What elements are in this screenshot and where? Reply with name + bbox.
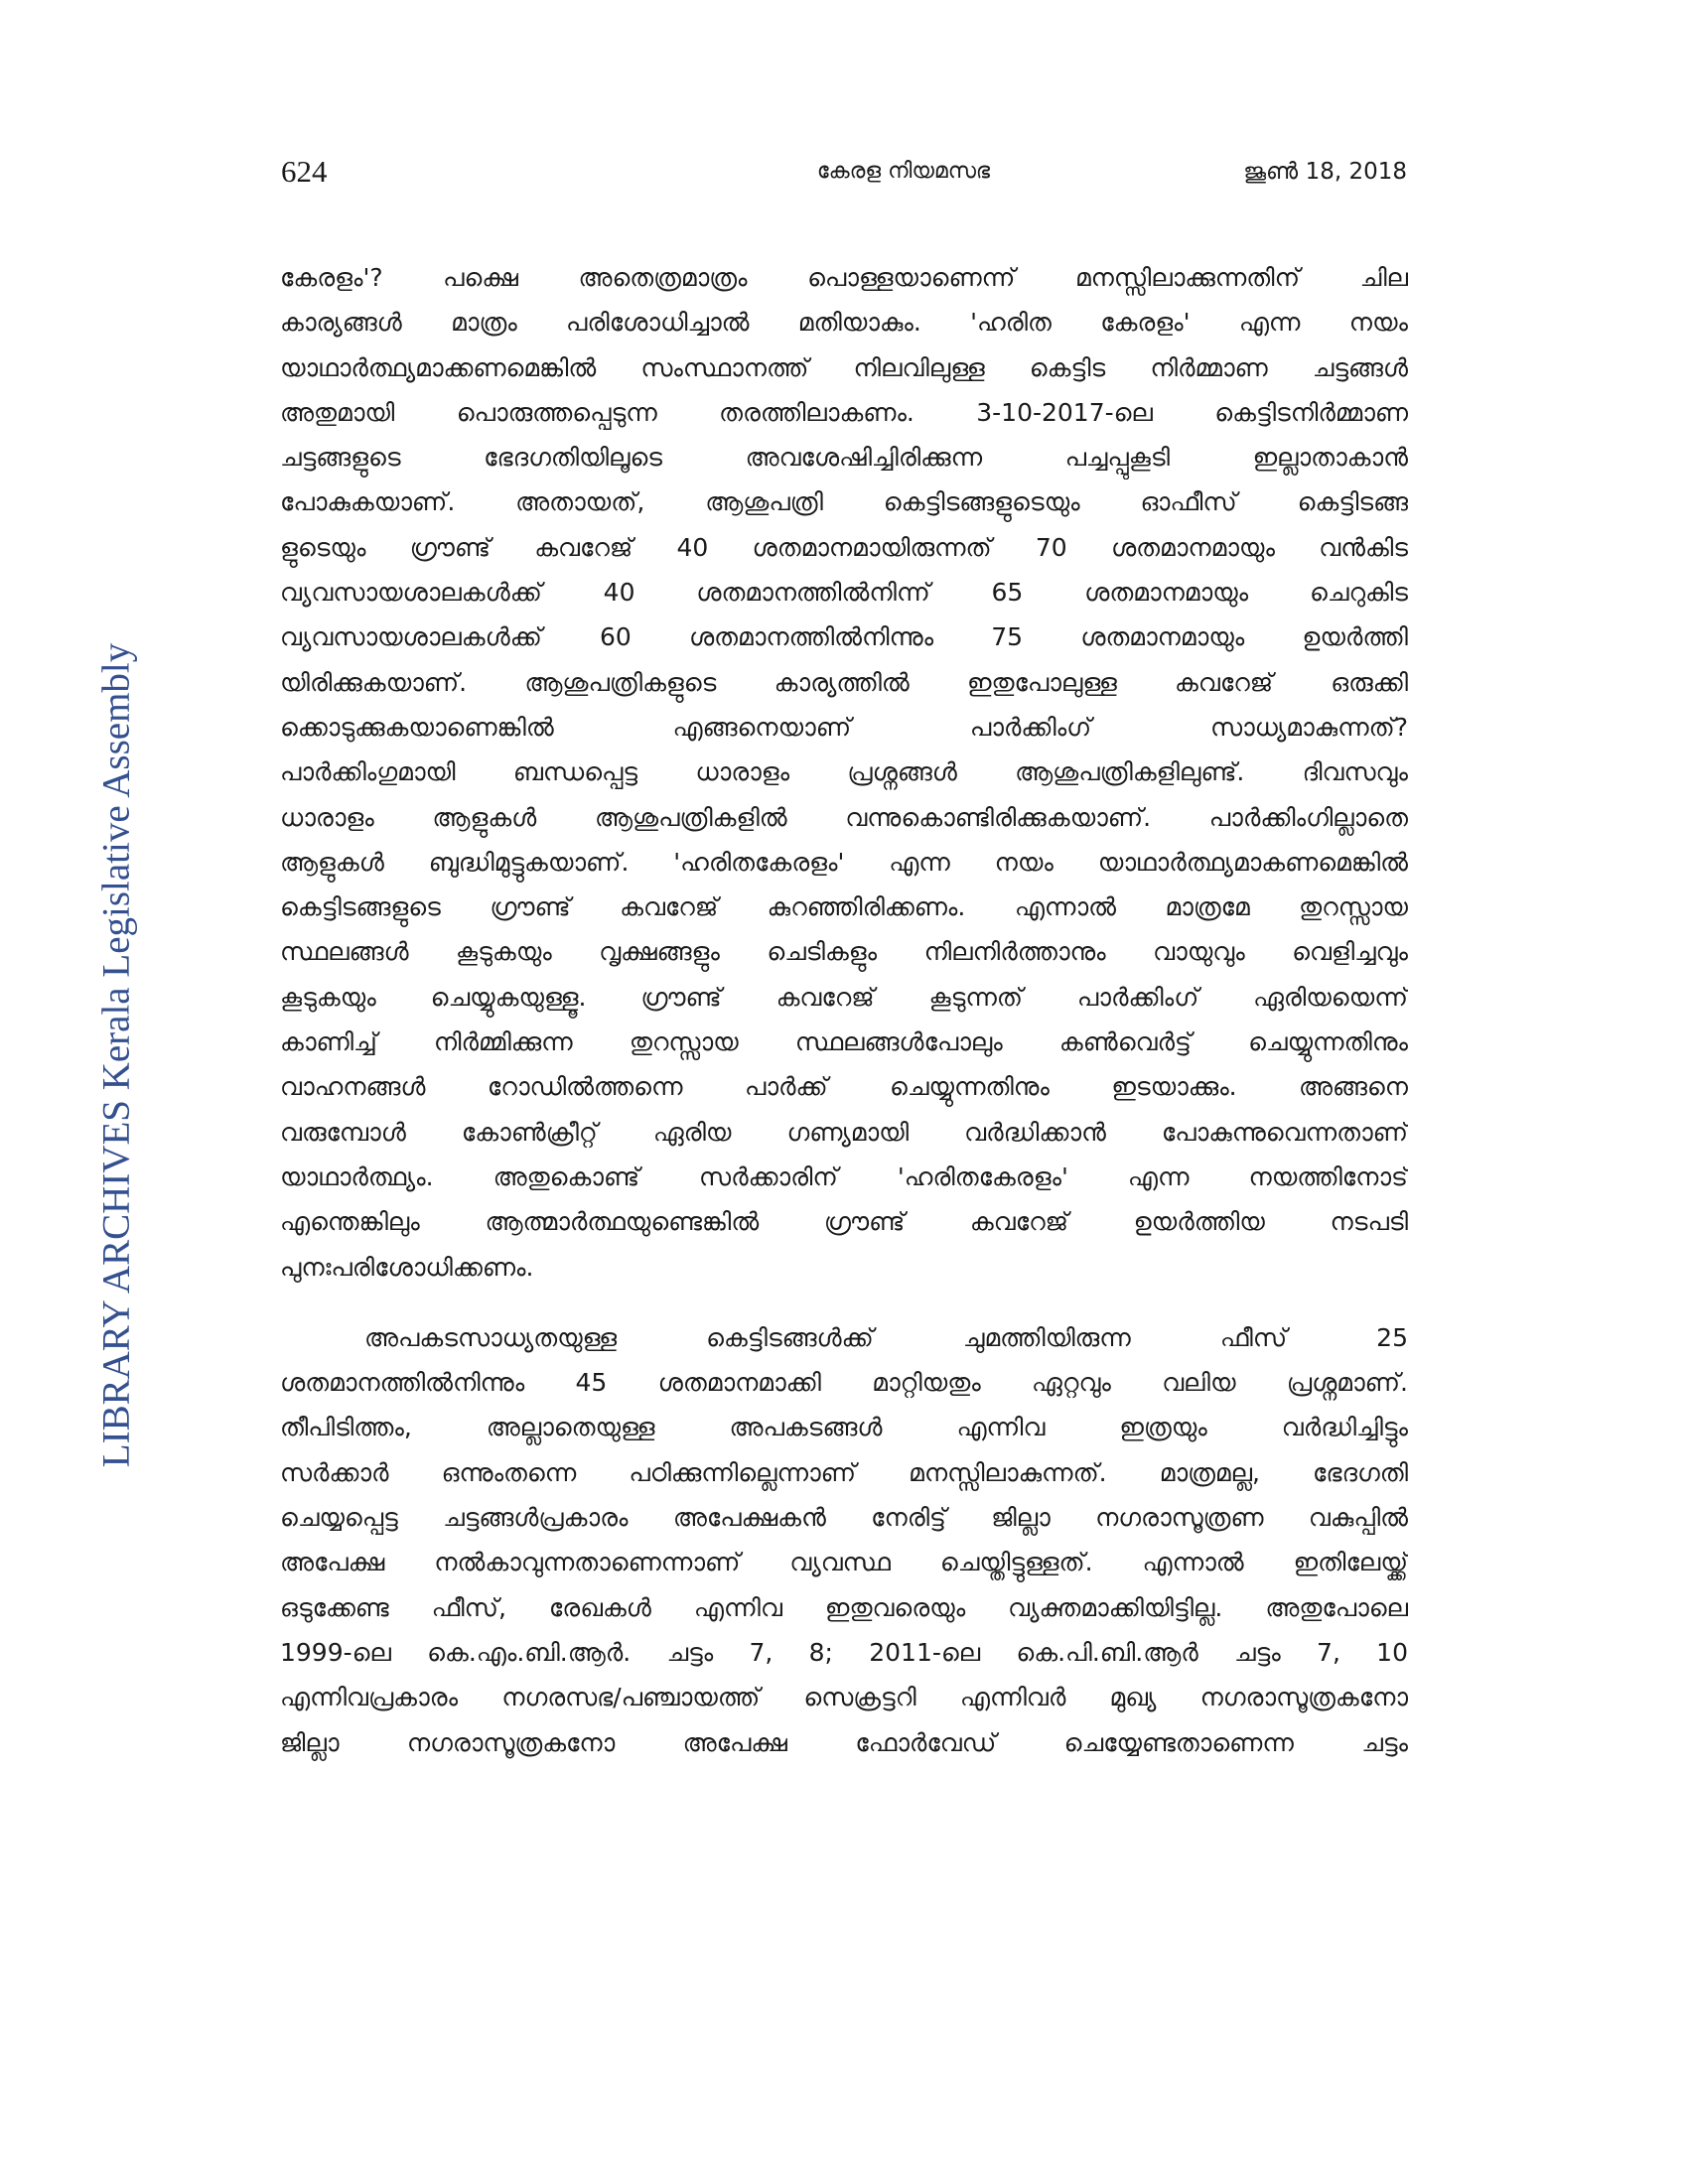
text-line: കെട്ടിടങ്ങളുടെ ഗ്രൗണ്ട് കവറേജ് കുറഞ്ഞിരിക്കണം. എന്നാൽ മാത്രമേ തുറസ്സായ: [280, 892, 1408, 922]
text-line: ആളുകൾ ബുദ്ധിമുട്ടുകയാണ്. 'ഹരിതകേരളം' എന്ന നയം യാഥാർത്ഥ്യമാകണമെങ്കിൽ: [280, 847, 1408, 877]
text-line: ക്കൊടുക്കുകയാണെങ്കിൽ എങ്ങനെയാണ് പാർക്കിംഗ് സാധ്യമാകുന്നത്?: [280, 712, 1408, 742]
text-line: ജില്ലാ നഗരാസൂത്രകനോ അപേക്ഷ ഫോർവേഡ് ചെയ്യേണ്ടതാണെന്ന ചട്ടം: [280, 1727, 1408, 1757]
text-line: ഒടുക്കേണ്ട ഫീസ്, രേഖകൾ എന്നിവ ഇതുവരെയും വ്യക്തമാക്കിയിട്ടില്ല. അതുപോലെ: [280, 1592, 1408, 1622]
page-date: ജൂൺ 18, 2018: [1243, 159, 1407, 185]
text-line: അപകടസാധ്യതയുള്ള കെട്ടിടങ്ങൾക്ക് ചുമത്തിയിരുന്ന ഫീസ് 25: [364, 1322, 1408, 1352]
text-line: യിരിക്കുകയാണ്. ആശുപത്രികളുടെ കാര്യത്തിൽ ഇതുപോലുള്ള കവറേജ് ഒരുക്കി: [280, 667, 1408, 697]
text-line: പോകുകയാണ്. അതായത്, ആശുപത്രി കെട്ടിടങ്ങളുടെയും ഓഫീസ് കെട്ടിടങ്ങ: [280, 487, 1408, 517]
running-title: കേരള നിയമസഭ: [816, 159, 991, 184]
text-line: ചെയ്യപ്പെട്ട ചട്ടങ്ങൾപ്രകാരം അപേക്ഷകൻ നേരിട്ട് ജില്ലാ നഗരാസൂത്രണ വകുപ്പിൽ: [280, 1503, 1408, 1533]
text-line: ചട്ടങ്ങളുടെ ഭേദഗതിയിലൂടെ അവശേഷിച്ചിരിക്കുന്ന പച്ചപ്പുകൂടി ഇല്ലാതാകാൻ: [280, 443, 1408, 473]
text-line: പുനഃപരിശോധിക്കണം.: [280, 1252, 534, 1282]
text-line: പാർക്കിംഗുമായി ബന്ധപ്പെട്ട ധാരാളം പ്രശ്നങ്ങൾ ആശുപത്രികളിലുണ്ട്. ദിവസവും: [280, 757, 1408, 787]
text-line: എന്നിവപ്രകാരം നഗരസഭ/പഞ്ചായത്ത് സെക്രട്ടറി എന്നിവർ മുഖ്യ നഗരാസൂത്രകനോ: [280, 1683, 1408, 1712]
archive-watermark: LIBRARY ARCHIVES Kerala Legislative Assembly: [94, 642, 138, 1468]
text-line: യാഥാർത്ഥ്യമാക്കണമെങ്കിൽ സംസ്ഥാനത്ത് നിലവിലുള്ള കെട്ടിട നിർമ്മാണ ചട്ടങ്ങൾ: [280, 352, 1408, 382]
text-line: അതുമായി പൊരുത്തപ്പെടുന്ന തരത്തിലാകണം. 3-10-2017-ലെ കെട്ടിടനിർമ്മാണ: [280, 397, 1408, 427]
text-line: യാഥാർത്ഥ്യം. അതുകൊണ്ട് സർക്കാരിന് 'ഹരിതകേരളം' എന്ന നയത്തിനോട്: [280, 1161, 1408, 1191]
paragraph-gap: [280, 1290, 1408, 1315]
text-line: തീപിടിത്തം, അല്ലാതെയുള്ള അപകടങ്ങൾ എന്നിവ ഇത്രയും വർദ്ധിച്ചിട്ടും: [280, 1413, 1408, 1442]
text-line: കാണിച്ച് നിർമ്മിക്കുന്ന തുറസ്സായ സ്ഥലങ്ങൾപോലും കൺവെർട്ട് ചെയ്യുന്നതിനും: [280, 1027, 1408, 1057]
text-line: വരുമ്പോൾ കോൺക്രീറ്റ് ഏരിയ ഗണ്യമായി വർദ്ധിക്കാൻ പോകുന്നുവെന്നതാണ്: [280, 1117, 1408, 1147]
paragraph: [280, 255, 1408, 1290]
text-line: സർക്കാർ ഒന്നുംതന്നെ പഠിക്കുന്നില്ലെന്നാണ് മനസ്സിലാകുന്നത്. മാത്രമല്ല, ഭേദഗതി: [280, 1457, 1408, 1487]
text-line: കേരളം'? പക്ഷെ അതെത്രമാത്രം പൊള്ളയാണെന്ന് മനസ്സിലാക്കുന്നതിന് ചില: [280, 263, 1408, 292]
text-line: ശതമാനത്തിൽനിന്നും 45 ശതമാനമാക്കി മാറ്റിയതും ഏറ്റവും വലിയ പ്രശ്നമാണ്.: [280, 1368, 1408, 1398]
text-line: വ്യവസായശാലകൾക്ക് 60 ശതമാനത്തിൽനിന്നും 75 ശതമാനമായും ഉയർത്തി: [280, 622, 1408, 652]
paragraph: [280, 1315, 1408, 1765]
document-body: [280, 255, 1408, 1765]
text-line: ളുടെയും ഗ്രൗണ്ട് കവറേജ് 40 ശതമാനമായിരുന്നത് 70 ശതമാനമായും വൻകിട: [280, 532, 1408, 562]
text-line: വാഹനങ്ങൾ റോഡിൽത്തന്നെ പാർക്ക് ചെയ്യുന്നതിനും ഇടയാക്കും. അങ്ങനെ: [280, 1072, 1408, 1102]
text-line: അപേക്ഷ നൽകാവുന്നതാണെന്നാണ് വ്യവസ്ഥ ചെയ്തിട്ടുള്ളത്. എന്നാൽ ഇതിലേയ്ക്ക്: [280, 1548, 1408, 1577]
text-line: കൂടുകയും ചെയ്യുകയുള്ളൂ. ഗ്രൗണ്ട് കവറേജ് കൂടുന്നത് പാർക്കിംഗ് ഏരിയയെന്ന്: [280, 982, 1408, 1012]
text-line: എന്തെങ്കിലും ആത്മാർത്ഥയുണ്ടെങ്കിൽ ഗ്രൗണ്ട് കവറേജ് ഉയർത്തിയ നടപടി: [280, 1207, 1408, 1237]
text-line: കാര്യങ്ങൾ മാത്രം പരിശോധിച്ചാൽ മതിയാകും. 'ഹരിത കേരളം' എന്ന നയം: [280, 308, 1408, 338]
text-line: സ്ഥലങ്ങൾ കൂടുകയും വൃക്ഷങ്ങളും ചെടികളും നിലനിർത്താനും വായുവും വെളിച്ചവും: [280, 937, 1408, 967]
text-line: ധാരാളം ആളുകൾ ആശുപത്രികളിൽ വന്നുകൊണ്ടിരിക്കുകയാണ്. പാർക്കിംഗില്ലാതെ: [280, 802, 1408, 832]
text-line: വ്യവസായശാലകൾക്ക് 40 ശതമാനത്തിൽനിന്ന് 65 ശതമാനമായും ചെറുകിട: [280, 578, 1408, 608]
page-number: 624: [281, 154, 328, 189]
text-line: 1999-ലെ കെ.എം.ബി.ആർ. ചട്ടം 7, 8; 2011-ലെ കെ.പി.ബി.ആർ ചട്ടം 7, 10: [280, 1637, 1408, 1667]
